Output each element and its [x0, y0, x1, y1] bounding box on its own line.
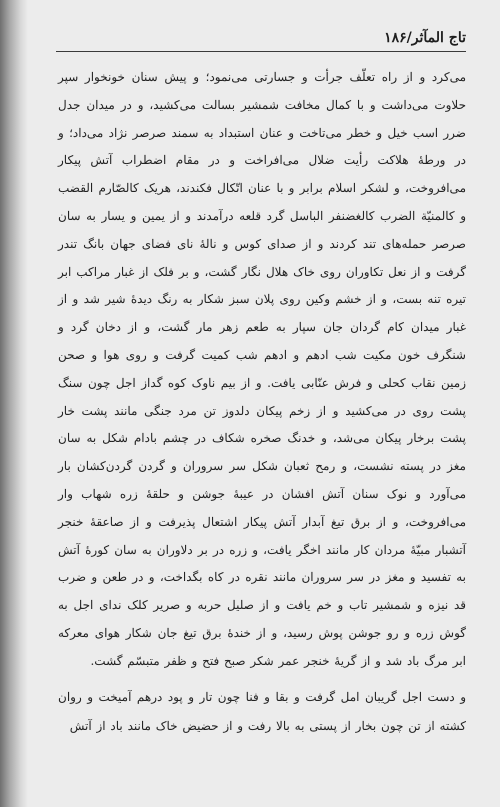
body-text [58, 64, 466, 741]
running-head: تاج المآثر/۱۸۶ [384, 30, 466, 46]
header-rule [56, 51, 466, 52]
book-spine-shadow [0, 0, 28, 807]
paragraph-2: و دست اجل گریبان امل گرفت و بقا و فنا چون تار و پود درهم آمیخت و روان کشته از تن چون بخار از پستی به بالا رفت و از حضیض خاک مانند باد از آتش [58, 689, 467, 733]
paragraph-1: می‌کرد و از راه تعلّف جرأت و جسارتی می‌نمود؛ و پیش سنان خونخوار سپر حلاوت می‌داشت و با کمال مخافت شمشیر بسالت می‌کشید، و در میدان جدل ضرر اسب خیل و خطر می‌تاخت و عنان استبداد به سمند صرصر نژاد می‌داد؛ و در ورطهٔ هلاکت رأیت ضلال می‌افراخت و در مقام اضطراب آتش پیکار می‌افروخت، و لشکر اسلام برابر و با عنان اتّکال فکندند، هریک کالصّارم القضب و کالمنیّة الضرب کالغضنفر الباسل گرد قلعه درآمدند و از یمین و یسار به سان صرصر حمله‌های تند کردند و از صدای کوس و نالهٔ نای فضای جهان بانگ تندر گرفت و از نعل تکاوران روی خاک هلال نگار گشت، و بر فلک از غبار مراکب ابر تیره تنه بست، و از خشم وکین روی پلان سبز شکار به رنگ دیدهٔ شیر شد و از غبار میدان کام گردان جان سپار به طعم زهر مار گشت، و از دخان گرد و شنگرف خون مکیت شب ادهم و ادهم شب کمیت گرفت و روی هوا و صحن زمین نقاب کحلی و فرش عنّابی یافت. و از بیم ناوک کوه گداز اجل چون سنگ پشت روی در می‌کشید و از زخم پیکان دلدوز تن مرد جنگی مانند پشت خار پشت برخار پیکان می‌شد، و خدنگ صخره شکاف در چشم بادام شکل به سان مغز در پسته نشست، و رمح ثعبان شکل سر سروران و گردن گردن‌کشان بار می‌آورد و نوک سنان آتش افشان در عیبهٔ جوشن و حلقهٔ زره شهاب وار می‌افروخت، و از برق تیغ آبدار آتش پیکار اشتعال پذیرفت و از صاعقهٔ خنجر آتشبار مبیّهٔ مردان کار مانند اخگر یافت، و زره در بر دلاوران به سان کورهٔ آتش به تفسید و مغز در سر سروران مانند نقره در کاه بگداخت، و در طعن و ضرب قد نیزه و شمشیر تاب و خم یافت و از صلیل حربه و صریر کلک ندای اجل به گوش زره و رو جوشن پوش رسید، و از خندهٔ برق تیغ جان شکار هوای معرکه ابر مرگ باد شد و از گریهٔ خنجر عمر شکر صبح فتح و ظفر متبسّم گشت. [58, 70, 467, 668]
page-header [56, 26, 466, 52]
